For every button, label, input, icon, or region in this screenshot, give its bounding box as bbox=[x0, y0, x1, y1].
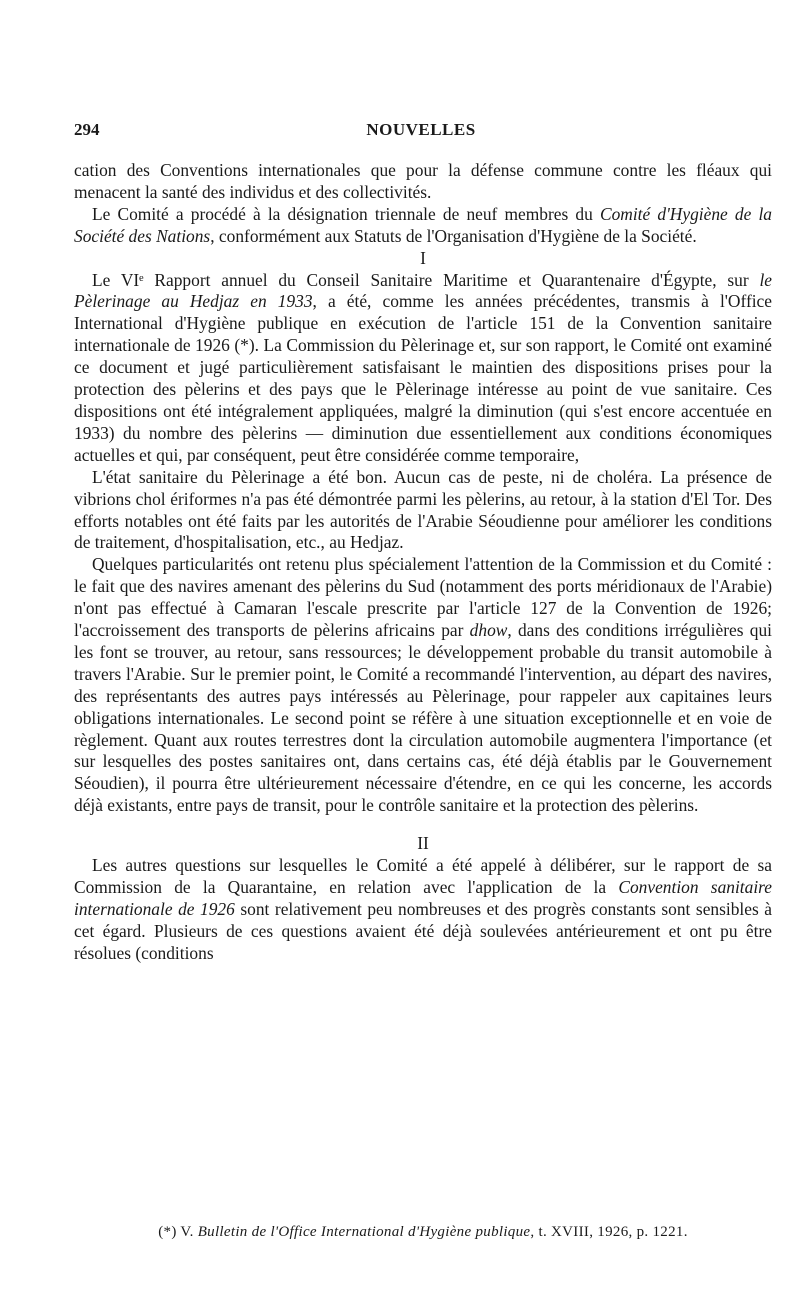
footnote: (*) V. Bulletin de l'Office International d'Hygiène publique, t. XVIII, 1926, p. 1221. bbox=[158, 1224, 688, 1240]
page-body bbox=[74, 160, 772, 965]
section-heading-1: I bbox=[420, 247, 426, 268]
paragraph-particularities: Quelques particularités ont retenu plus spécialement l'attention de la Commission et du Comité : le fait que des navires amenant des pèlerins du Sud (notamment des ports méridionaux de l'Arabie) n'ont pas effectué à Camaran l'escale prescrite par l'article 127 de la Convention de 1926; l'accroissement des transports de pèlerins africains par dhow, dans des conditions irrégulières qui les font se trouver, au retour, sans ressources; le développement probable du transit automobile à travers l'Arabie. Sur le premier point, le Comité a recommandé l'intervention, au départ des navires, des représentants des autres pays intéressés au Pèlerinage, pour rappeler aux capitaines leurs obligations internationales. Le second point se réfère à une situation exceptionnelle et en voie de règlement. Quant aux routes terrestres dont la circulation automobile augmentera l'importance (et sur lesquelles des postes sanitaires ont, dans certains cas, été déjà établis par le Gouvernement Séoudien), il pourra être ultérieurement nécessaire d'étendre, en ce qui les concerne, les accords déjà existants, entre pays de transit, pour le contrôle sanitaire et la protection des pèlerins. bbox=[74, 554, 772, 816]
page-number: 294 bbox=[74, 120, 100, 139]
paragraph-other-questions: Les autres questions sur lesquelles le Comité a été appelé à délibérer, sur le rapport de sa Commission de la Quarantaine, en relation avec l'application de la Convention sanitaire internationale de 1926 sont relativement peu nombreuses et des progrès constants sont sensibles à cet égard. Plusieurs de ces questions avaient été déjà soulevées antérieurement et ont pu être résolues (conditions bbox=[74, 855, 772, 963]
paragraph-pilgrimage-report: Le VIᵉ Rapport annuel du Conseil Sanitaire Maritime et Quarantenaire d'Égypte, sur le Pèlerinage au Hedjaz en 1933, a été, comme les années précédentes, transmis à l'Office International d'Hygiène publique en exécution de l'article 151 de la Convention sanitaire internationale de 1926 (*). La Commission du Pèlerinage et, sur son rapport, le Comité ont examiné ce document et jugé particulièrement satisfaisant le maintien des dispositions prises pour la protection des pèlerins et des pays que le Pèlerinage intéresse au point de vue sanitaire. Ces dispositions ont été intégralement appliquées, malgré la diminution (qui s'est encore accentuée en 1933) du nombre des pèlerins — diminution due essentiellement aux conditions économiques actuelles et qui, par conséquent, peut être considérée comme temporaire, bbox=[74, 269, 772, 465]
page-header bbox=[74, 120, 768, 144]
running-head: NOUVELLES bbox=[366, 120, 476, 139]
section-heading-2: II bbox=[417, 833, 429, 854]
paragraph-committee-appointment: Le Comité a procédé à la désignation triennale de neuf membres du Comité d'Hygiène de la Société des Nations, conformément aux Statuts de l'Organisation d'Hygiène de la Société. bbox=[74, 203, 773, 246]
paragraph-sanitary-state: L'état sanitaire du Pèlerinage a été bon. Aucun cas de peste, ni de choléra. La présence de vibrions chol ériformes n'a pas été démontrée parmi les pèlerins, au retour, à la station d'El Tor. Des efforts notables ont été faits par les autorités de l'Arabie Séoudienne pour améliorer les conditions de traitement, d'hospitalisation, etc., au Hedjaz. bbox=[74, 466, 772, 553]
paragraph-continuation: cation des Conventions internationales que pour la défense commune contre les fléaux qui menacent la santé des individus et des collectivités. bbox=[74, 160, 772, 202]
